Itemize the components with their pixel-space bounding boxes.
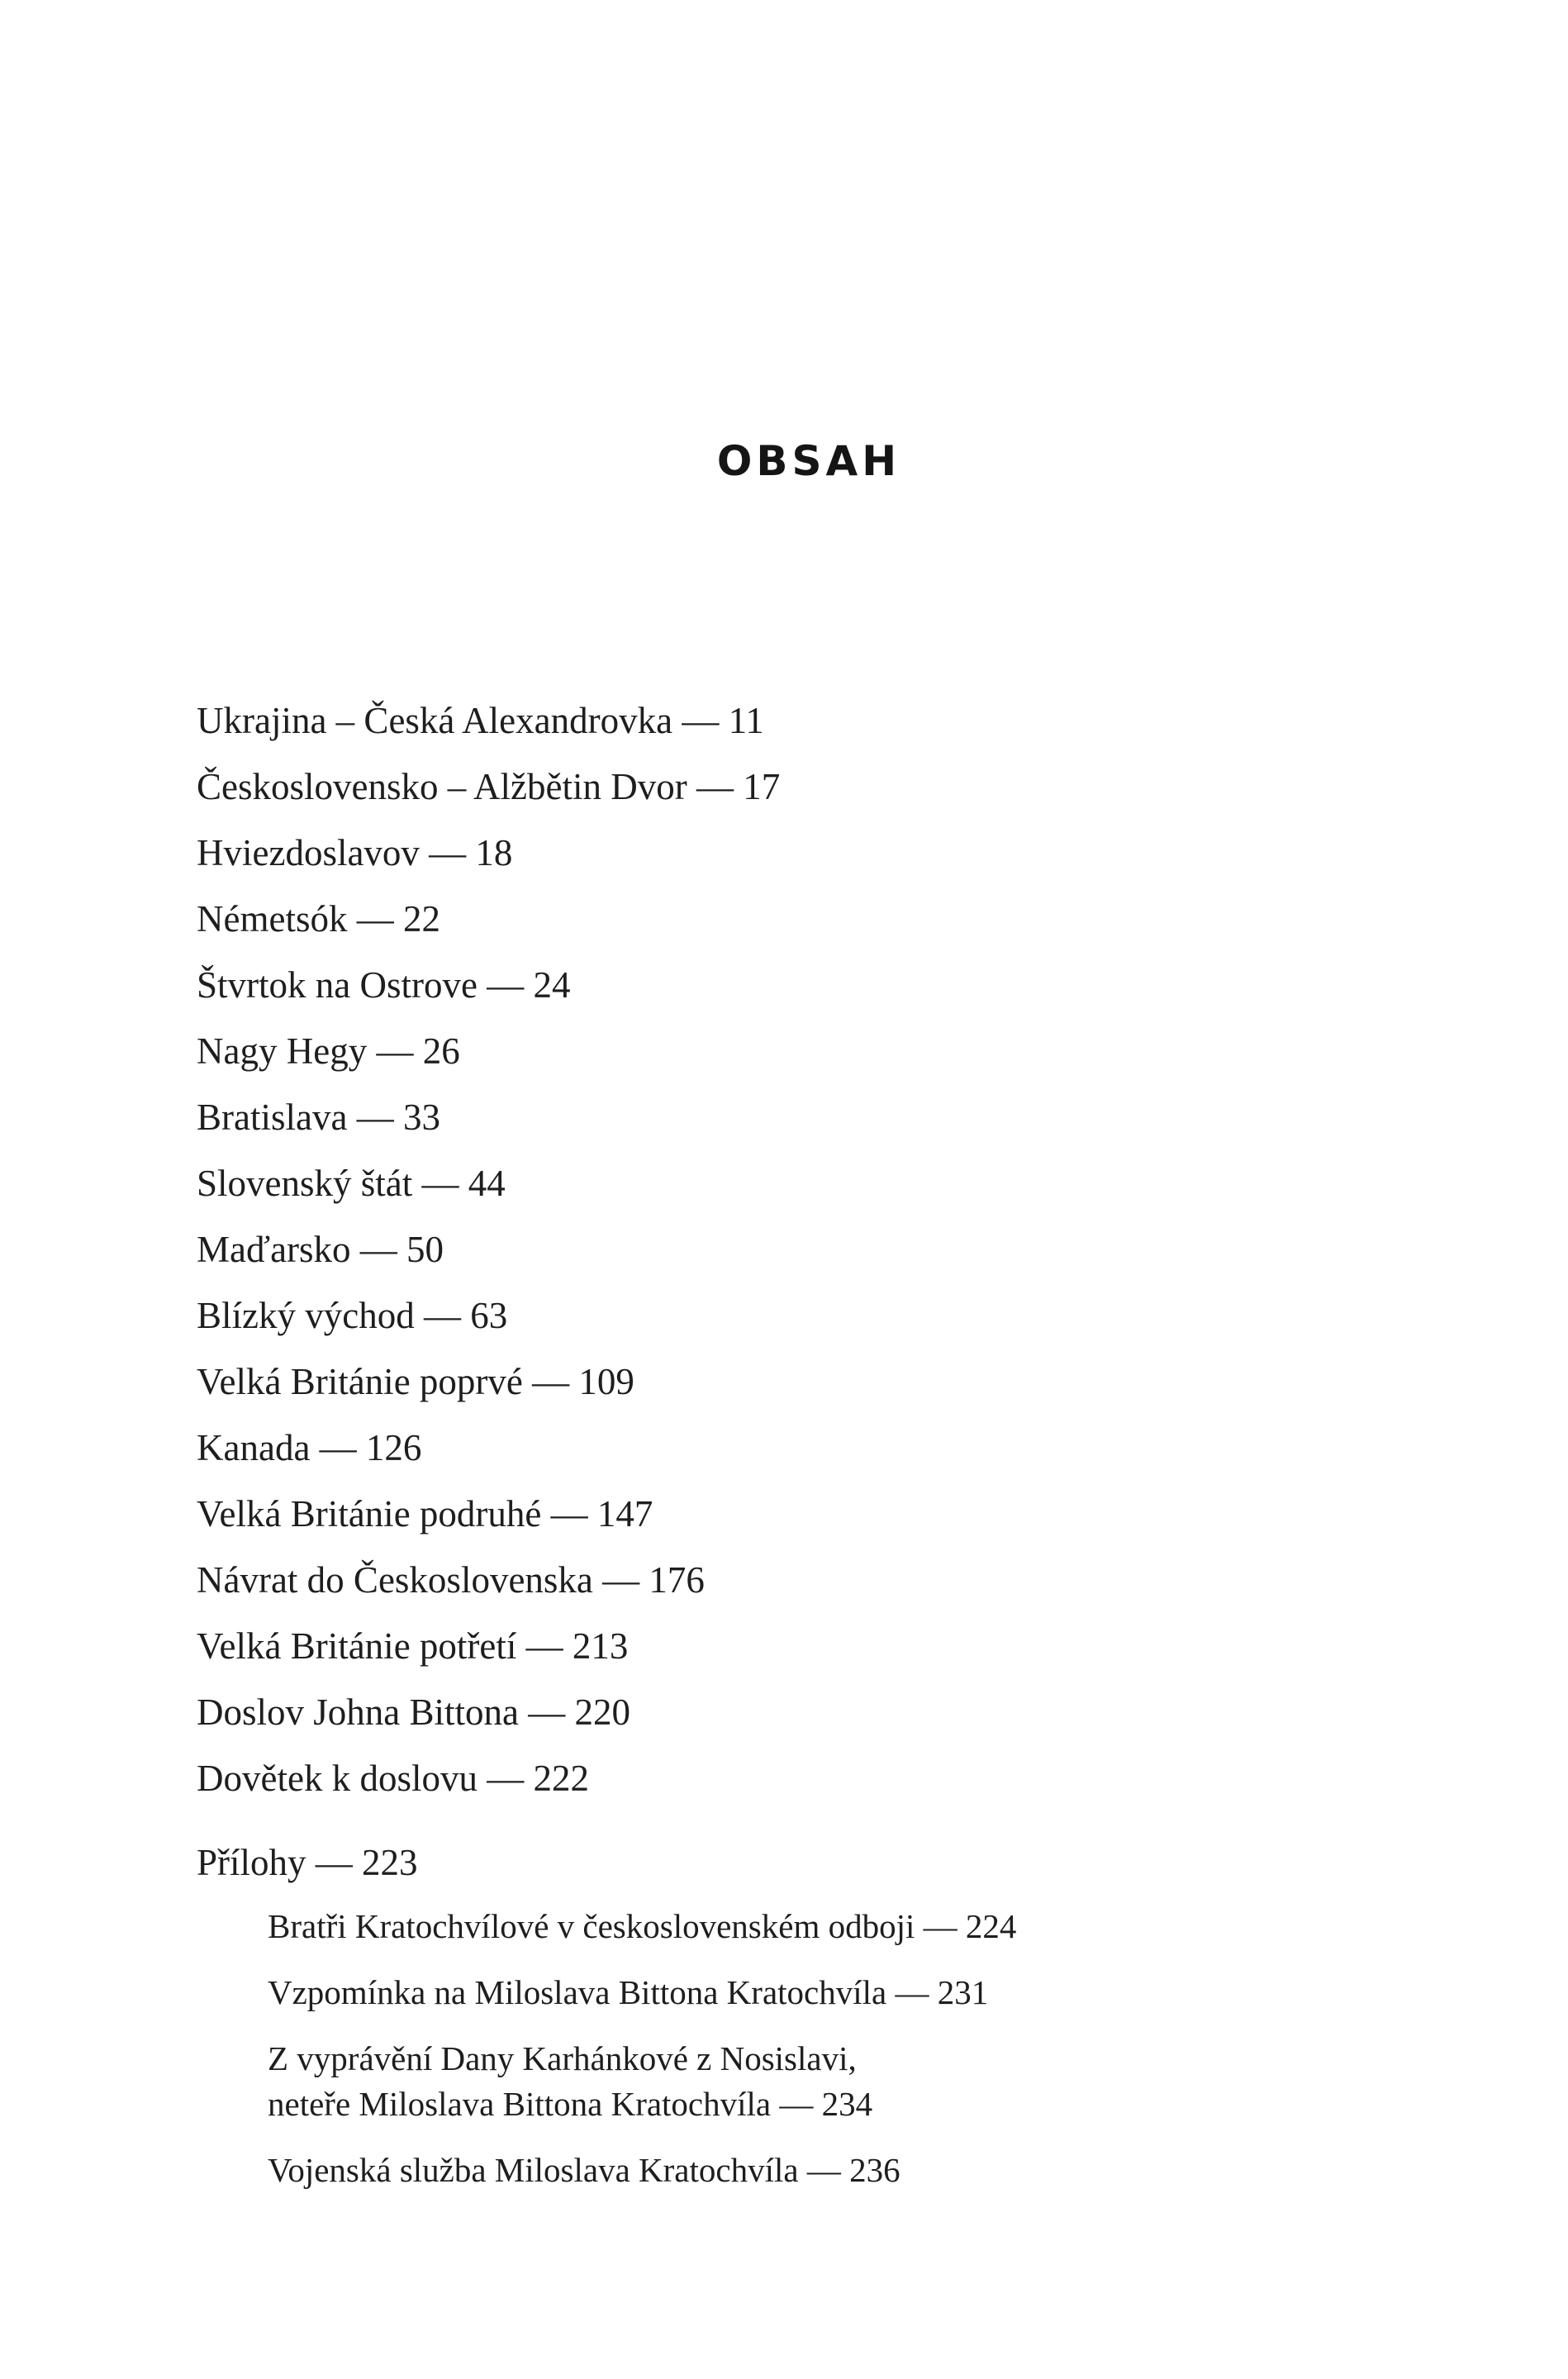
toc-entry: Ukrajina – Česká Alexandrovka — 11 [197,700,764,741]
toc-entry: Maďarsko — 50 [197,1229,444,1270]
toc-subentry-text: Vojenská služba Miloslava Kratochvíla — 236 [268,2151,900,2189]
toc-entry: Československo – Alžbětin Dvor — 17 [197,766,781,807]
toc-subentry-text: Bratři Kratochvílové v československém odboji — 224 [268,1907,1017,1945]
toc-entry: Kanada — 126 [197,1427,422,1468]
toc-subentry-text: Z vyprávění Dany Karhánkové z Nosislavi, [268,2039,857,2077]
toc-entry: Velká Británie potřetí — 213 [197,1625,629,1667]
toc-entry: Németsók — 22 [197,898,440,940]
toc-subentry [268,1904,1436,1949]
toc-entry: Hviezdoslavov — 18 [197,832,513,873]
toc-appendix-heading: Přílohy — 223 [197,1842,418,1883]
toc-entry: Blízký východ — 63 [197,1295,508,1336]
toc-subentry [268,1970,1436,2015]
toc-entry: Velká Británie poprvé — 109 [197,1361,634,1402]
toc-entry: Štvrtok na Ostrove — 24 [197,964,571,1006]
toc-appendix-list [197,1904,1436,2193]
toc-entry: Nagy Hegy — 26 [197,1030,460,1072]
toc-subentry [268,2036,1436,2127]
toc-entry: Velká Británie podruhé — 147 [197,1493,653,1534]
toc-entry: Doslov Johna Bittona — 220 [197,1691,630,1733]
table-of-contents [197,688,1436,2193]
toc-entry: Návrat do Československa — 176 [197,1559,705,1601]
page-title: OBSAH [716,437,901,485]
toc-entry: Bratislava — 33 [197,1097,440,1138]
toc-entry: Dovětek k doslovu — 222 [197,1758,589,1799]
toc-subentry-text: Vzpomínka na Miloslava Bittona Kratochvíla — 231 [268,1973,989,2011]
toc-entry: Slovenský štát — 44 [197,1163,506,1204]
toc-subentry-text-continued: neteře Miloslava Bittona Kratochvíla — 234 [268,2085,873,2123]
toc-subentry [268,2148,1436,2193]
